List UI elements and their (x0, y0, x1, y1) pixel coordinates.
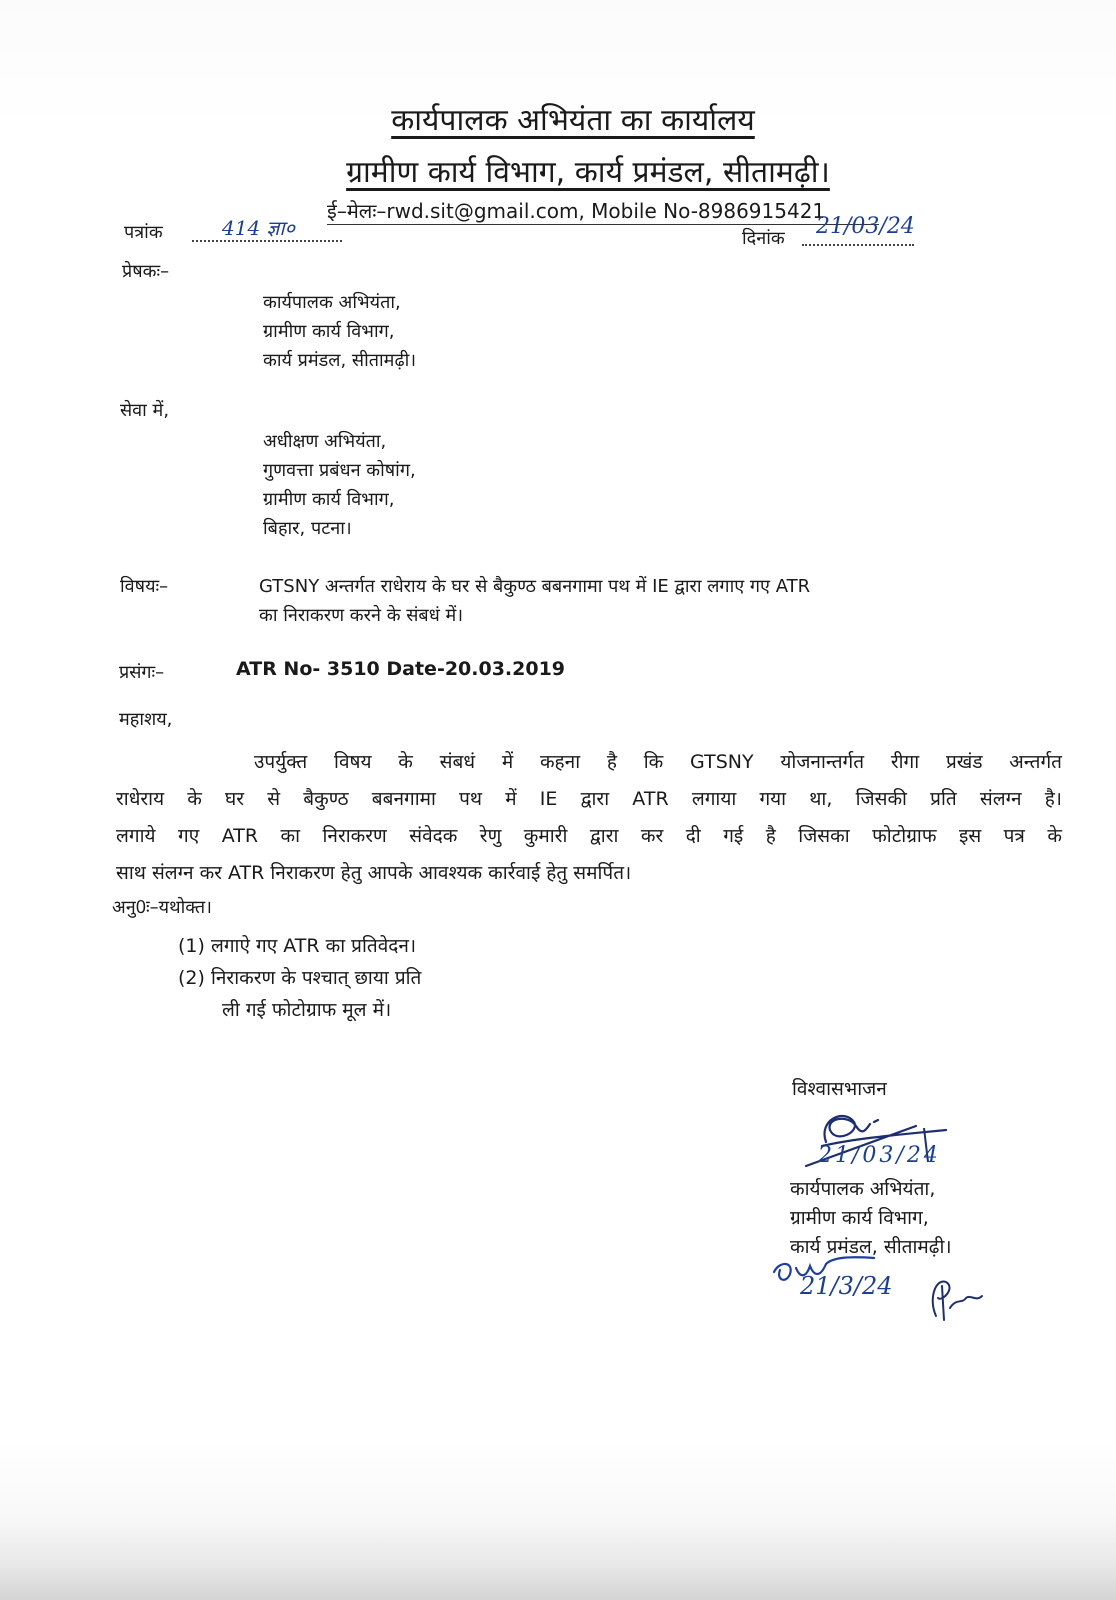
sender-line: ग्रामीण कार्य विभाग, (263, 321, 395, 342)
header-rule (327, 224, 879, 225)
sender-address (263, 288, 416, 375)
body-paragraph (116, 744, 1062, 892)
patrank-label: पत्रांक (124, 222, 163, 243)
closing: विश्वासभाजन (792, 1078, 887, 1100)
dinank-label: दिनांक (742, 228, 785, 249)
reference-label: प्रसंगः– (119, 662, 165, 683)
signatory-line: ग्रामीण कार्य विभाग, (790, 1207, 929, 1229)
patrank-value: 414 ज्ञा० (222, 216, 295, 240)
salutation: महाशय, (119, 709, 173, 730)
dinank-field (802, 214, 922, 248)
department-line: ग्रामीण कार्य विभाग, कार्य प्रमंडल, सीतामढ़ी। (346, 155, 830, 190)
page-fold-shadow (0, 1515, 1116, 1600)
enclosure-item-2: (2) निराकरण के पश्चात् छाया प्रति (178, 967, 422, 989)
sender-line: कार्यपालक अभियंता, (263, 292, 401, 313)
patrank-field (192, 214, 350, 242)
signatory-designation (790, 1175, 952, 1262)
body-line: उपर्युक्त विषय के संबधं में कहना है कि GTSNY योजनान्तर्गत रीगा प्रखंड अन्तर्गत (254, 751, 1062, 773)
sender-label: प्रेषकः– (122, 261, 170, 282)
recipient-line: अधीक्षण अभियंता, (263, 431, 387, 452)
enclosure-item-2-cont: ली गई फोटोग्राफ मूल में। (222, 999, 392, 1021)
enclosure-label: अनु0ः–यथोक्त। (112, 897, 213, 918)
recipient-line: ग्रामीण कार्य विभाग, (263, 489, 395, 510)
dinank-value: 21/03/24 (816, 214, 915, 239)
signatory-line: कार्यपालक अभियंता, (790, 1178, 936, 1200)
body-line: राधेराय के घर से बैकुण्ठ बबनगामा पथ में IE द्वारा ATR लगाया गया था, जिसकी प्रति संलग्न है। (116, 788, 1062, 810)
body-line: लगाये गए ATR का निराकरण संवेदक रेणु कुमारी द्वारा कर दी गई है जिसका फोटोग्राफ इस पत्र के (116, 825, 1062, 847)
recipient-line: बिहार, पटना। (263, 518, 352, 539)
reference-value: ATR No- 3510 Date-20.03.2019 (236, 658, 566, 680)
office-title: कार्यपालक अभियंता का कार्यालय (391, 103, 755, 138)
dispatch-date: 21/3/24 (800, 1272, 893, 1300)
recipient-label: सेवा में, (120, 400, 170, 421)
recipient-line: गुणवत्ता प्रबंधन कोषांग, (263, 460, 416, 481)
subject-line-1: GTSNY अन्तर्गत राधेराय के घर से बैकुण्ठ बबनगामा पथ में IE द्वारा लगाए गए ATR (259, 576, 811, 597)
subject-label: विषयः– (120, 576, 169, 597)
sender-line: कार्य प्रमंडल, सीतामढ़ी। (263, 350, 417, 371)
enclosure-item-1: (1) लगाऐ गए ATR का प्रतिवेदन। (178, 935, 417, 957)
initial-scribble (920, 1268, 1000, 1328)
subject-line-2: का निराकरण करने के संबधं में। (259, 605, 464, 626)
recipient-address (263, 427, 416, 543)
contact-line: ई–मेलः–rwd.sit@gmail.com, Mobile No-8986915421 (327, 199, 826, 223)
body-line: साथ संलग्न कर ATR निराकरण हेतु आपके आवश्यक कार्रवाई हेतु समर्पित। (116, 862, 632, 884)
signatory-line: कार्य प्रमंडल, सीतामढ़ी। (790, 1236, 952, 1258)
signature-date: 21/03/24 (818, 1143, 941, 1168)
